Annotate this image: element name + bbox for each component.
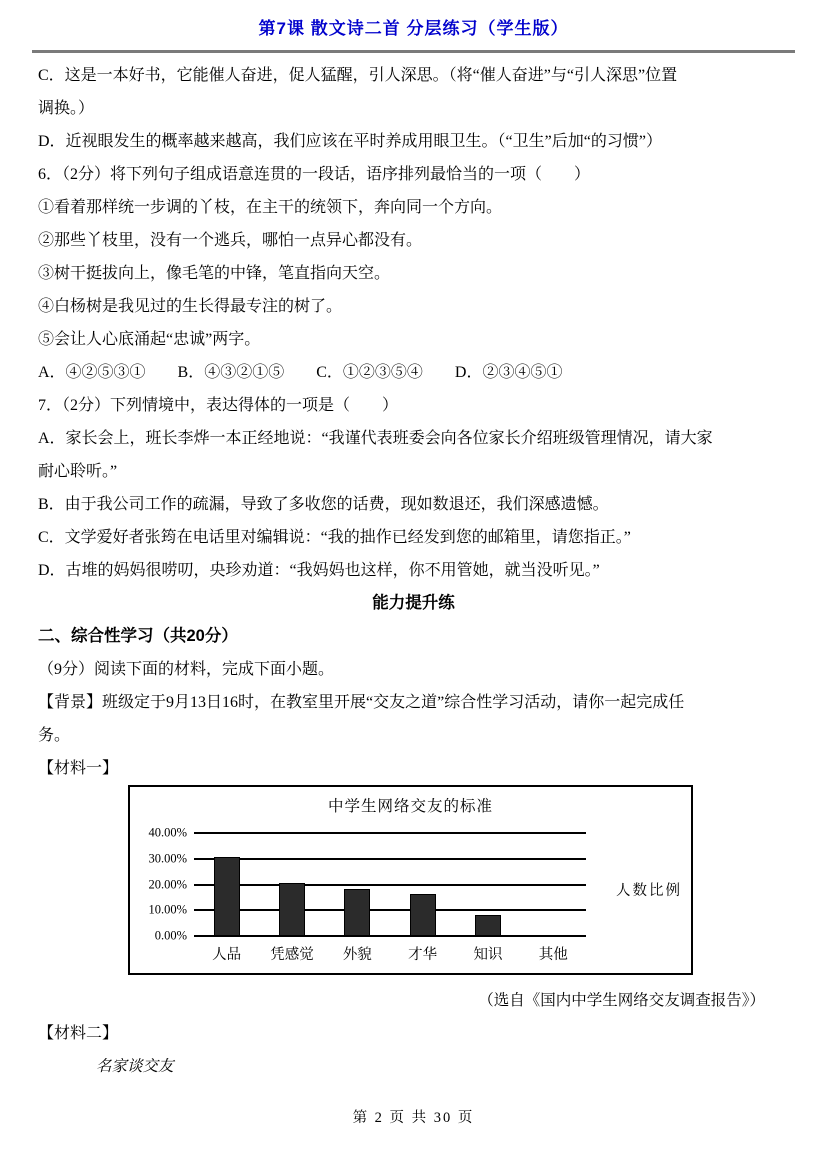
bar-slot-6 bbox=[521, 833, 586, 936]
chart-x-axis bbox=[194, 943, 586, 964]
text-line-q7-option-c: C．文学爱好者张筠在电话里对编辑说：“我的拙作已经发到您的邮箱里，请您指正。” bbox=[38, 529, 631, 546]
section-heading-ability: 能力提升练 bbox=[372, 594, 455, 612]
text-line-material2-subtitle: 名家谈交友 bbox=[96, 1058, 174, 1075]
bar-slot-3 bbox=[325, 833, 390, 936]
chart-source-caption: （选自《国内中学生网络交友调查报告》） bbox=[478, 992, 765, 1009]
text-line-background: 【背景】班级定于9月13日16时，在教室里开展“交友之道”综合性学习活动，请你一起完成任 bbox=[38, 694, 685, 711]
text-line-option-d: D．近视眼发生的概率越来越高，我们应该在平时养成用眼卫生。（“卫生”后加“的习惯”） bbox=[38, 133, 662, 150]
y-tick-label: 0.00% bbox=[154, 928, 187, 943]
text-line-sentence-5: ⑤会让人心底涌起“忠诚”两字。 bbox=[38, 331, 261, 348]
document-header bbox=[0, 0, 827, 53]
text-line-question-7: 7．（2分）下列情境中，表达得体的一项是（ ） bbox=[38, 397, 399, 414]
section-heading-part2: 二、综合性学习（共20分） bbox=[38, 627, 238, 645]
text-line-option-c-wrap: 调换。） bbox=[38, 100, 95, 117]
x-category-label: 才华 bbox=[408, 947, 438, 963]
bar-slot-2 bbox=[259, 833, 324, 936]
text-line-material2-label: 【材料二】 bbox=[38, 1025, 119, 1042]
bar-slot-1 bbox=[194, 833, 259, 936]
text-line-q7-option-b: B．由于我公司工作的疏漏，导致了多收您的话费，现如数退还，我们深感遗憾。 bbox=[38, 496, 609, 513]
x-category-label: 其他 bbox=[538, 947, 568, 963]
text-line-material1-label: 【材料一】 bbox=[38, 760, 119, 777]
text-line-option-c: C．这是一本好书，它能催人奋进，促人猛醒，引人深思。（将“催人奋进”与“引人深思”位置 bbox=[38, 67, 678, 84]
chart-title: 中学生网络交友的标准 bbox=[327, 798, 493, 815]
bar-知识 bbox=[475, 915, 501, 936]
bar-人品 bbox=[214, 857, 240, 936]
text-line-sentence-2: ②那些丫枝里，没有一个逃兵，哪怕一点异心都没有。 bbox=[38, 232, 423, 249]
bar-凭感觉 bbox=[279, 883, 305, 936]
text-line-q7-option-a-wrap: 耐心聆听。” bbox=[38, 463, 118, 480]
page-title: 第7课 散文诗二首 分层练习（学生版） bbox=[258, 19, 569, 38]
y-tick-label: 40.00% bbox=[148, 825, 187, 840]
text-line-instruction: （9分）阅读下面的材料，完成下面小题。 bbox=[38, 661, 335, 678]
y-tick-label: 30.00% bbox=[148, 851, 187, 866]
chart-y-axis bbox=[130, 825, 190, 943]
text-line-sentence-4: ④白杨树是我见过的生长得最专注的树了。 bbox=[38, 298, 343, 315]
text-line-sentence-1: ①看着那样统一步调的丫枝，在主干的统领下，奔向同一个方向。 bbox=[38, 199, 503, 216]
bar-slot-4 bbox=[390, 833, 455, 936]
y-tick-label: 10.00% bbox=[148, 902, 187, 917]
x-category-label: 人品 bbox=[212, 947, 242, 963]
text-line-question-6: 6．（2分）将下列句子组成语意连贯的一段话，语序排列最恰当的一项（ ） bbox=[38, 166, 591, 183]
text-line-q6-choices: A．④②⑤③① B．④③②①⑤ C．①②③⑤④ D．②③④⑤① bbox=[38, 364, 563, 381]
x-category-label: 凭感觉 bbox=[270, 947, 314, 963]
page-footer: 第 2 页 共 30 页 bbox=[352, 1110, 475, 1126]
x-category-label: 外貌 bbox=[342, 947, 372, 963]
bar-chart-figure bbox=[128, 785, 693, 975]
bar-slot-5 bbox=[455, 833, 520, 936]
bar-才华 bbox=[410, 894, 436, 936]
chart-series-label: 人数比例 bbox=[616, 883, 682, 899]
header-divider bbox=[32, 50, 795, 53]
document-body bbox=[38, 59, 789, 1083]
x-category-label: 知识 bbox=[473, 947, 503, 963]
text-line-q7-option-a: A．家长会上，班长李烨一本正经地说：“我谨代表班委会向各位家长介绍班级管理情况，请大家 bbox=[38, 430, 713, 447]
bar-外貌 bbox=[344, 889, 370, 936]
text-line-q7-option-d: D．古堆的妈妈很唠叨，央珍劝道：“我妈妈也这样，你不用管她，就当没听见。” bbox=[38, 562, 600, 579]
y-tick-label: 20.00% bbox=[148, 877, 187, 891]
chart-plot bbox=[194, 833, 586, 936]
text-line-sentence-3: ③树干挺拔向上，像毛笔的中锋，笔直指向天空。 bbox=[38, 265, 391, 282]
text-line-background-wrap: 务。 bbox=[38, 727, 71, 744]
